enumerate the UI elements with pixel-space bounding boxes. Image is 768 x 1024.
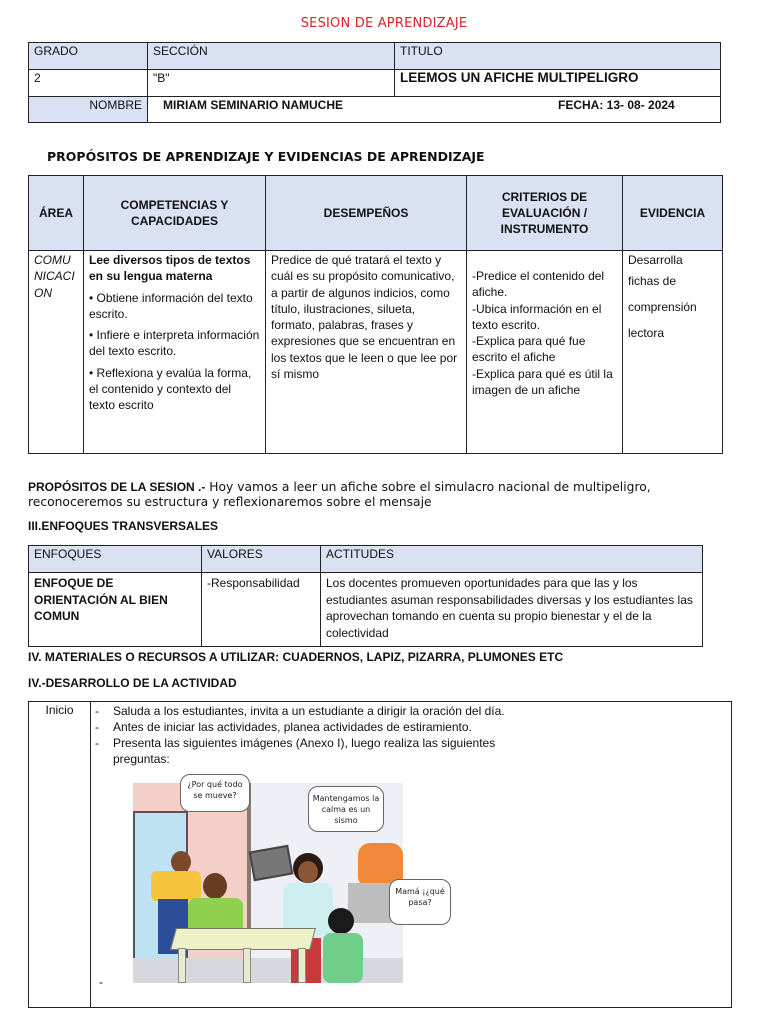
evidencia-line: lectora (628, 326, 665, 340)
fecha-value: FECHA: 13- 08- 2024 (558, 98, 675, 112)
col-competencias: COMPETENCIAS Y CAPACIDADES (84, 176, 266, 251)
table-leg (243, 948, 251, 983)
col-criterios: CRITERIOS DE EVALUACIÓN / INSTRUMENTO (467, 176, 623, 251)
competencia-title: Lee diversos tipos de textos en su lengua materna (89, 253, 251, 284)
evidencia-line: comprensión (628, 300, 697, 314)
area-line: ON (34, 285, 52, 300)
document-title: SESION DE APRENDIZAJE (300, 16, 468, 31)
step-item: - Presenta las siguientes imágenes (Anexo I), luego realiza las siguientes preguntas: (91, 735, 531, 767)
criterio-item: -Explica para qué fue escrito el afiche (472, 334, 586, 365)
boy-head (171, 851, 191, 873)
girl-shirt (323, 933, 363, 983)
col-enfoques: ENFOQUES (29, 546, 202, 573)
titulo-label: TITULO (395, 43, 721, 70)
enfoques-section-title: III.ENFOQUES TRANSVERSALES (28, 519, 219, 533)
table-leg (298, 948, 306, 983)
grado-value: 2 (29, 70, 148, 97)
grado-label: GRADO (29, 43, 148, 70)
green-boy-head (203, 873, 227, 899)
speech-bubble-mother: Mantengamos la calma es un sismo (308, 786, 384, 832)
nombre-label: NOMBRE (29, 97, 148, 123)
proposito-sesion-label: PROPÓSITOS DE LA SESION .- (28, 480, 206, 494)
capacidad-item: • Infiere e interpreta información del texto escrito. (89, 328, 260, 359)
col-evidencia: EVIDENCIA (623, 176, 723, 251)
area-line: NICACI (34, 269, 75, 284)
evidencia-line: fichas de (628, 274, 677, 288)
step-item: - Antes de iniciar las actividades, planea actividades de estiramiento. (91, 719, 727, 735)
criterio-item: -Ubica información en el texto escrito. (472, 301, 602, 332)
shaking-table (170, 928, 316, 950)
valor-cell: -Responsabilidad (202, 573, 321, 647)
trailing-dash: - (99, 975, 103, 989)
col-area: ÁREA (29, 176, 84, 251)
capacidad-item: • Reflexiona y evalúa la forma, el contenido y contexto del texto escrito (89, 365, 252, 413)
desempenos-cell: Predice de qué tratará el texto y cuál es su propósito comunicativo, a partir de algunos indicios, como título, ilustraciones, silueta, formato, palabras, frases y expresiones que se encuentran en los textos que le leen o que lee por sí mismo (266, 251, 467, 454)
seccion-label: SECCIÓN (148, 43, 395, 70)
enfoque-cell: ENFOQUE DE ORIENTACIÓN AL BIEN COMUN (29, 573, 202, 647)
propositos-section-title: PROPÓSITOS DE APRENDIZAJE Y EVIDENCIAS DE APRENDIZAJE (47, 149, 485, 164)
enfoques-table (28, 545, 703, 647)
competencias-cell (84, 251, 266, 454)
proposito-sesion-text: Hoy vamos a leer un afiche sobre el simulacro nacional de multipeligro, reconoceremos su estructura y reflexionaremos sobre el mensaje (28, 480, 651, 509)
col-valores: VALORES (202, 546, 321, 573)
speech-bubble-girl: Mamá ¡¿qué pasa? (389, 879, 451, 925)
col-actitudes: ACTITUDES (321, 546, 703, 573)
evidencia-cell (623, 251, 723, 454)
criterio-item: -Predice el contenido del afiche. (472, 269, 605, 300)
seccion-value: "B" (148, 70, 395, 97)
phase-inicio: Inicio (29, 702, 91, 1008)
criterio-item: -Explica para qué es útil la imagen de un afiche (472, 366, 613, 398)
session-header-table (28, 42, 721, 123)
steps-list (91, 702, 731, 767)
mother-face (298, 861, 318, 883)
boy-yellow-sweater (151, 871, 201, 901)
evidencia-line: Desarrolla (628, 253, 683, 267)
nombre-value: MIRIAM SEMINARIO NAMUCHE (163, 98, 343, 112)
col-desempenos: DESEMPEÑOS (266, 176, 467, 251)
criterios-cell (467, 251, 623, 454)
speech-bubble-boy: ¿Por qué todo se mueve? (180, 774, 250, 812)
area-line: COMU (34, 253, 71, 267)
materiales-line: IV. MATERIALES O RECURSOS A UTILIZAR: CUADERNOS, LAPIZ, PIZARRA, PLUMONES ETC (28, 650, 564, 664)
girl-hair (328, 908, 354, 934)
step-item: - Saluda a los estudiantes, invita a un estudiante a dirigir la oración del día. (91, 703, 727, 719)
capacidad-item: • Obtiene información del texto escrito. (89, 290, 253, 321)
proposito-sesion (28, 480, 728, 510)
titulo-value: LEEMOS UN AFICHE MULTIPELIGRO (395, 70, 721, 97)
nombre-cell (148, 97, 721, 123)
desarrollo-section-title: IV.-DESARROLLO DE LA ACTIVIDAD (28, 676, 237, 690)
propositos-table (28, 175, 723, 454)
area-cell (29, 251, 84, 454)
table-leg (178, 948, 186, 983)
actitud-cell: Los docentes promueven oportunidades para que las y los estudiantes asuman responsabilidades diversas y los estudiantes las aprovechan tomando en cuenta su propio bienestar y el de la colectividad (321, 573, 703, 647)
